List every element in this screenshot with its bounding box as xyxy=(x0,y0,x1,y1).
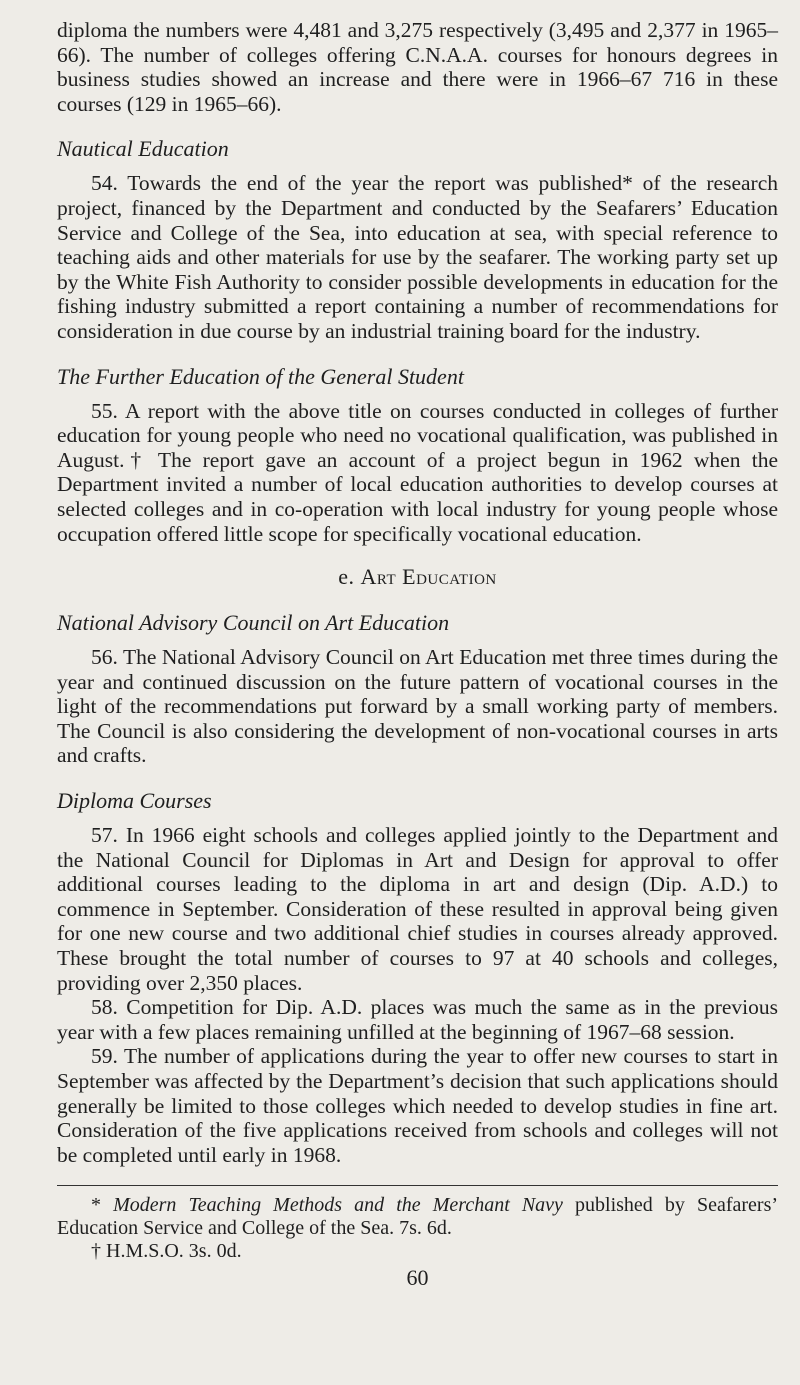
footnote-star xyxy=(57,1194,778,1240)
page-number: 60 xyxy=(406,1265,429,1291)
footnote-star-title: Modern Teaching Methods and the Merchant Navy xyxy=(113,1194,563,1217)
section-heading-art-education xyxy=(57,564,778,590)
paragraph-56: 56. The National Advisory Council on Art Education met three times during the year and continued discussion on the future pattern of vocational courses in the light of the recommendations put forward by a small working party of members. The Council is also considering the development of non-vocational courses in arts and crafts. xyxy=(57,645,778,768)
footnote-star-mark: * xyxy=(91,1194,114,1217)
paragraph-57: 57. In 1966 eight schools and colleges applied jointly to the Department and the National Council for Diplomas in Art and Design for approval to offer additional courses leading to the diploma in art and design (Dip. A.D.) to commence in September. Consideration of these resulted in approval being given for one new course and two additional chief studies in courses already approved. These brought the total number of courses to 97 at 40 schools and colleges, providing over 2,350 places. xyxy=(57,823,778,995)
section-title: Art Education xyxy=(360,564,497,590)
section-prefix: e. xyxy=(338,564,361,590)
heading-further-education: The Further Education of the General Student xyxy=(57,363,464,389)
heading-diploma-courses: Diploma Courses xyxy=(57,788,212,814)
footnote-star-rest: published by Seafarers’ Education Service and College of the Sea. 7s. 6d. xyxy=(57,1194,779,1240)
footnote-divider xyxy=(57,1185,778,1186)
paragraph-59: 59. The number of applications during the year to offer new courses to start in September was affected by the Department’s decision that such applications should generally be limited to those colleges which needed to develop studies in fine art. Consideration of the five applications received from schools and colleges will not be completed until early in 1968. xyxy=(57,1044,778,1167)
footnote-dagger: † H.M.S.O. 3s. 0d. xyxy=(91,1240,242,1263)
paragraph-58: 58. Competition for Dip. A.D. places was much the same as in the previous year with a few places remaining unfilled at the beginning of 1967–68 session. xyxy=(57,995,778,1044)
paragraph-55: 55. A report with the above title on courses conducted in colleges of further education for young people who need no vocational qualification, was published in August.† The report gave an account of a project begun in 1962 when the Department invited a number of local education authorities to develop courses at selected colleges and in co-operation with local industry for young people whose occupation offered little scope for specifically vocational education. xyxy=(57,398,778,546)
heading-nautical-education: Nautical Education xyxy=(57,136,229,162)
heading-national-advisory-council: National Advisory Council on Art Education xyxy=(57,610,450,636)
paragraph-54: 54. Towards the end of the year the report was published* of the research project, financed by the Department and conducted by the Seafarers’ Education Service and College of the Sea, into education at sea, with special reference to teaching aids and other materials for use by the seafarer. The working party set up by the White Fish Authority to consider possible developments in education for the fishing industry submitted a report containing a number of recommendations for consideration in due course by an industrial training board for the industry. xyxy=(57,171,778,343)
intro-paragraph: diploma the numbers were 4,481 and 3,275 respectively (3,495 and 2,377 in 1965–66). The number of colleges offering C.N.A.A. courses for honours degrees in business studies showed an increase and there were in 1966–67 716 in these courses (129 in 1965–66). xyxy=(57,18,778,116)
